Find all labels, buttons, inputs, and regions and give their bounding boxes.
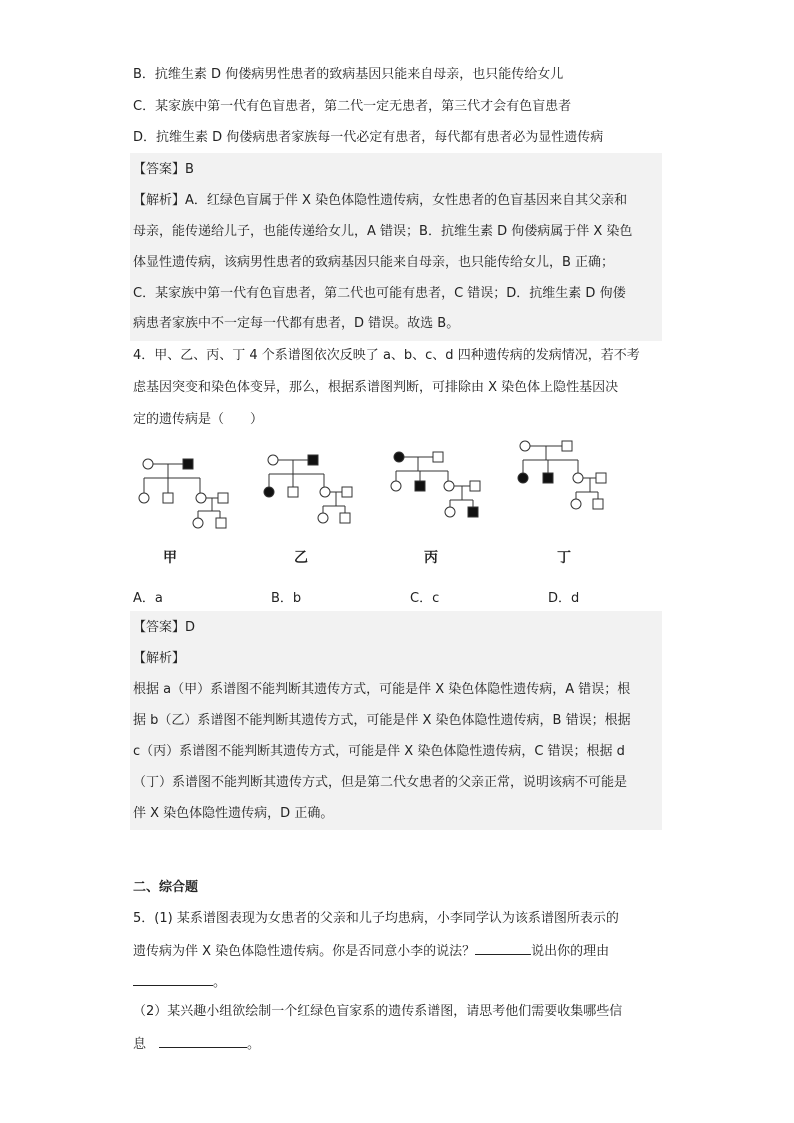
pedigree-ding <box>516 438 626 520</box>
q3-option-d: D．抗维生素 D 佝偻病患者家族每一代必定有患者，每代都有患者必为显性遗传病 <box>133 130 604 145</box>
pedigree-label: 丁 <box>557 550 571 566</box>
q3-explain-line: 母亲，能传递给儿子，也能传递给女儿，A 错误；B．抗维生素 D 佝偻病属于伴 X 染色 <box>133 224 633 239</box>
q4-stem-line: 定的遗传病是（ ） <box>133 412 264 427</box>
q5-line-4: （2）某兴趣小组欲绘制一个红绿色盲家系的遗传系谱图，请思考他们需要收集哪些信 <box>133 1004 623 1019</box>
q5-text: 。 <box>213 975 227 990</box>
q4-explain-line: 根据 a（甲）系谱图不能判断其遗传方式，可能是伴 X 染色体隐性遗传病，A 错误；根 <box>133 682 631 697</box>
answer-blank[interactable] <box>133 971 213 986</box>
section-heading: 二、综合题 <box>133 880 199 895</box>
q3-option-b: B．抗维生素 D 佝偻病男性患者的致病基因只能来自母亲，也只能传给女儿 <box>133 67 564 82</box>
q5-text: 。 <box>247 1037 261 1052</box>
q5-line-3 <box>133 971 226 993</box>
q5-text: 说出你的理由 <box>531 944 610 959</box>
q3-explain-line: 体显性遗传病，该病男性患者的致病基因只能来自母亲，也只能传给女儿，B 正确； <box>133 255 615 270</box>
q4-option-d: D．d <box>548 591 580 606</box>
q5-text: 遗传病为伴 X 染色体隐性遗传病。你是否同意小李的说法？ <box>133 944 476 959</box>
q4-explain-line: 据 b（乙）系谱图不能判断其遗传方式，可能是伴 X 染色体隐性遗传病，B 错误；根据 <box>133 713 631 728</box>
q3-answer: 【答案】B <box>133 162 194 177</box>
q4-explain-line: 伴 X 染色体隐性遗传病，D 正确。 <box>133 806 334 821</box>
q4-option-a: A．a <box>133 591 163 606</box>
pedigree-label: 丙 <box>424 550 438 566</box>
q5-text: 息 <box>133 1037 147 1052</box>
answer-blank[interactable] <box>475 940 531 955</box>
q4-stem-line: 4．甲、乙、丙、丁 4 个系谱图依次反映了 a、b、c、d 四种遗传病的发病情况，若不考 <box>133 348 640 363</box>
q4-explain-line: （丁）系谱图不能判断其遗传方式，但是第二代女患者的父亲正常，说明该病不可能是 <box>133 775 628 790</box>
q3-explain-line: C．某家族中第一代有色盲患者，第二代也可能有患者，C 错误；D．抗维生素 D 佝偻 <box>133 286 626 301</box>
pedigree-bing <box>388 445 498 527</box>
answer-blank[interactable] <box>159 1033 247 1048</box>
q3-explain-line: 【解析】A．红绿色盲属于伴 X 染色体隐性遗传病，女性患者的色盲基因来自其父亲和 <box>133 193 628 208</box>
q4-stem-line: 虑基因突变和染色体变异，那么，根据系谱图判断，可排除由 X 染色体上隐性基因决 <box>133 380 619 395</box>
q5-line-5 <box>133 1033 260 1055</box>
q3-explain-line: 病患者家族中不一定每一代都有患者，D 错误。故选 B。 <box>133 316 460 331</box>
q4-explain-line: c（丙）系谱图不能判断其遗传方式，可能是伴 X 染色体隐性遗传病，C 错误；根据 d <box>133 744 625 759</box>
pedigree-yi <box>258 448 368 530</box>
q4-option-b: B．b <box>271 591 302 606</box>
q4-explain-title: 【解析】 <box>133 651 186 666</box>
q3-answer-block <box>130 153 662 341</box>
pedigree-label: 乙 <box>294 550 308 566</box>
q4-option-c: C．c <box>410 591 440 606</box>
q4-answer: 【答案】D <box>133 620 196 635</box>
pedigree-jia <box>130 448 240 530</box>
pedigree-label: 甲 <box>163 550 177 566</box>
q3-option-c: C．某家族中第一代有色盲患者，第二代一定无患者，第三代才会有色盲患者 <box>133 99 572 114</box>
q5-line-2 <box>133 940 609 962</box>
q5-line-1: 5．(1) 某系谱图表现为女患者的父亲和儿子均患病，小李同学认为该系谱图所表示的 <box>133 911 619 926</box>
